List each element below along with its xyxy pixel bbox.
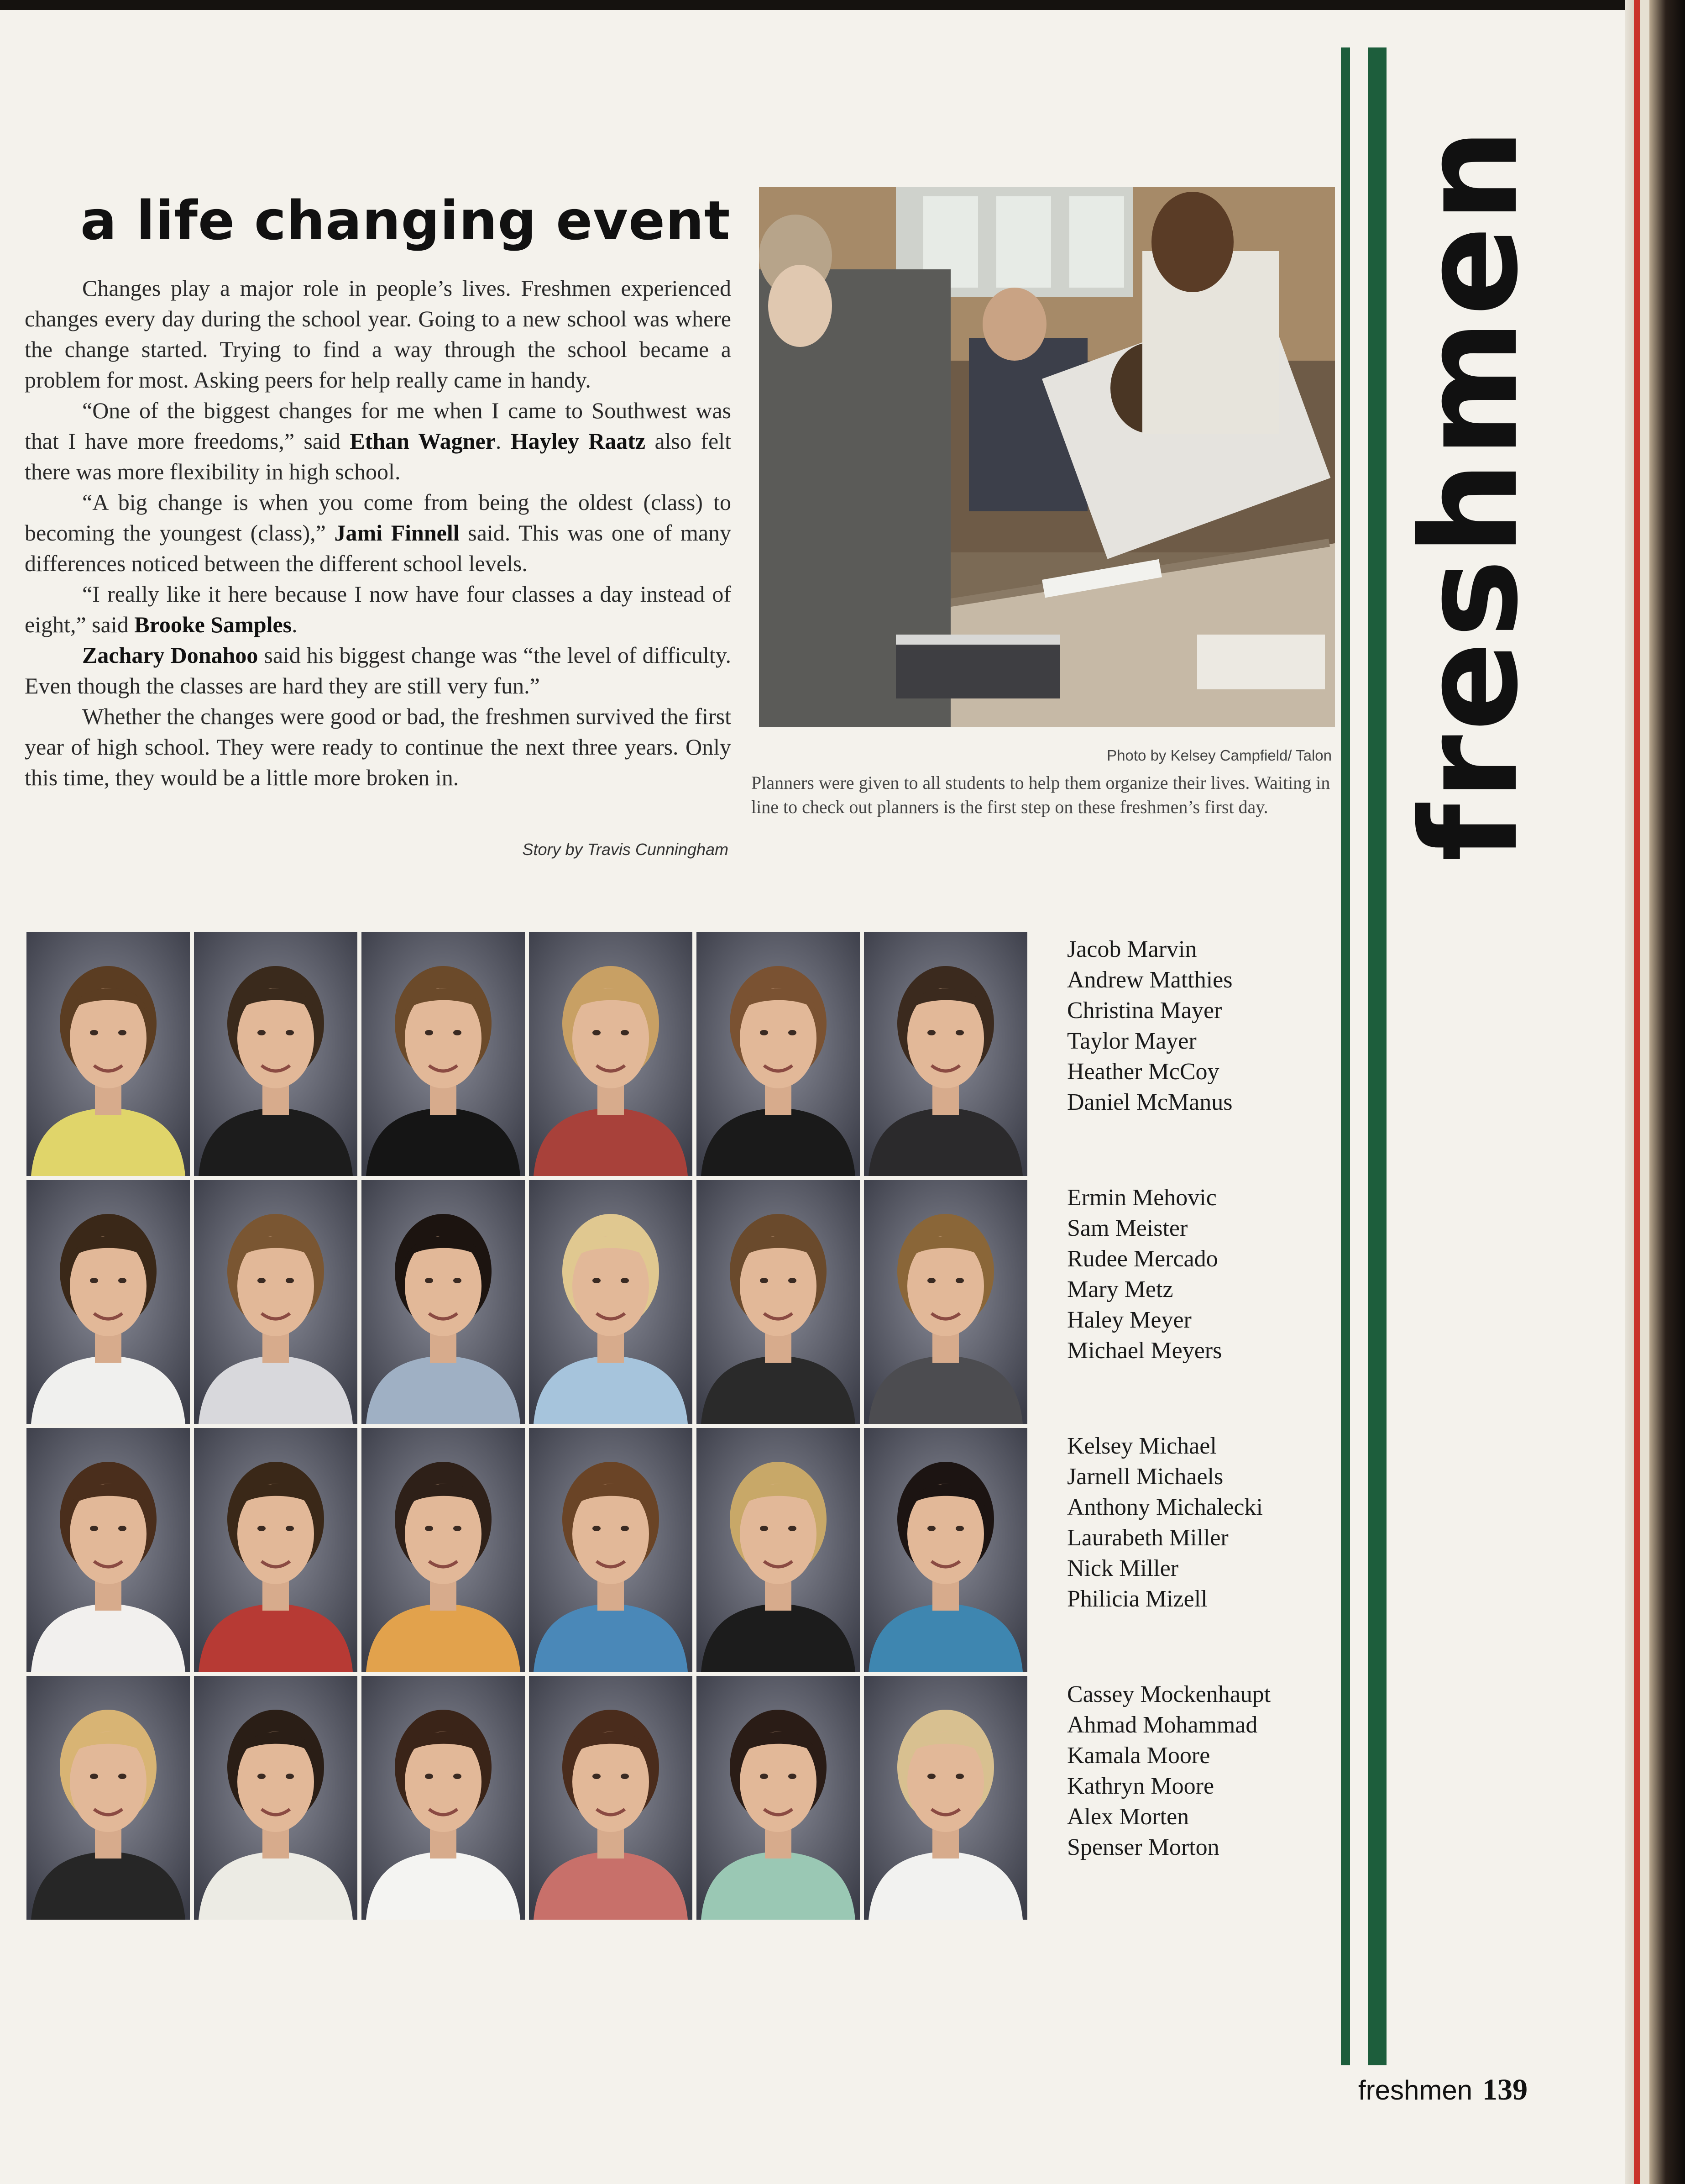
portrait-name-list bbox=[1067, 1431, 1350, 1614]
portrait-photo bbox=[864, 932, 1027, 1176]
book-spine-edge bbox=[1625, 0, 1685, 2184]
story-paragraph: Whether the changes were good or bad, the freshmen survived the first year of high school. They were ready to continue the next three years. Only this time, they would be a little more broken in. bbox=[25, 704, 731, 790]
portrait-photo bbox=[529, 932, 692, 1176]
green-rule-right bbox=[1368, 47, 1387, 2065]
student-portrait bbox=[26, 1180, 190, 1424]
story-text: said. This was one of many differences noticed between the different school levels. bbox=[25, 520, 732, 576]
student-name-item: Nick Miller bbox=[1067, 1555, 1179, 1581]
story-text: “I really like it here because I now have four classes a day instead of eight,” said bbox=[25, 581, 731, 637]
feature-photo bbox=[759, 187, 1335, 727]
student-name-item: Laurabeth Miller bbox=[1067, 1525, 1229, 1551]
portrait-photo bbox=[529, 1428, 692, 1672]
student-portrait bbox=[194, 1428, 357, 1672]
portrait-photo bbox=[194, 1676, 357, 1920]
story-text: . bbox=[292, 612, 298, 637]
portrait-row bbox=[26, 932, 1036, 1176]
student-name-item: Kelsey Michael bbox=[1067, 1433, 1217, 1459]
portrait-photo bbox=[26, 1180, 190, 1424]
portrait-photo bbox=[194, 932, 357, 1176]
student-portrait bbox=[26, 1428, 190, 1672]
student-name-item: Jacob Marvin bbox=[1067, 936, 1197, 962]
student-portrait bbox=[864, 932, 1027, 1176]
photo-credit: Photo by Kelsey Campfield/ Talon bbox=[1107, 747, 1332, 764]
student-name-item: Daniel McManus bbox=[1067, 1089, 1233, 1115]
portrait-photo bbox=[696, 1676, 860, 1920]
student-portrait bbox=[864, 1676, 1027, 1920]
story-text: “One of the biggest changes for me when I came to Southwest was that I have more freedoms,” said bbox=[25, 398, 731, 454]
student-name: Jami Finnell bbox=[334, 520, 460, 546]
student-portrait bbox=[696, 932, 860, 1176]
student-name-item: Taylor Mayer bbox=[1067, 1028, 1197, 1054]
portrait-row bbox=[26, 1428, 1036, 1672]
student-portrait bbox=[361, 932, 525, 1176]
student-name-item: Jarnell Michaels bbox=[1067, 1464, 1224, 1490]
student-name-item: Christina Mayer bbox=[1067, 997, 1222, 1024]
portrait-photo bbox=[864, 1428, 1027, 1672]
student-portrait bbox=[864, 1180, 1027, 1424]
portrait-photo bbox=[361, 1180, 525, 1424]
portrait-photo bbox=[26, 1428, 190, 1672]
student-portrait bbox=[529, 1180, 692, 1424]
student-name-item: Alex Morten bbox=[1067, 1804, 1189, 1830]
student-portrait bbox=[696, 1180, 860, 1424]
student-name-item: Rudee Mercado bbox=[1067, 1246, 1218, 1272]
student-portrait bbox=[26, 1676, 190, 1920]
portrait-photo bbox=[529, 1676, 692, 1920]
student-portrait bbox=[194, 932, 357, 1176]
student-portrait bbox=[361, 1428, 525, 1672]
portrait-photo bbox=[194, 1180, 357, 1424]
story-paragraph: Changes play a major role in people’s lives. Freshmen experienced changes every day during the school year. Going to a new school was where the change started. Trying to find a way through the school became a problem for most. Asking peers for help really came in handy. bbox=[25, 275, 731, 393]
student-name-item: Michael Meyers bbox=[1067, 1338, 1222, 1364]
student-portrait bbox=[194, 1180, 357, 1424]
story-paragraph bbox=[25, 395, 731, 487]
portrait-photo bbox=[696, 932, 860, 1176]
student-portrait bbox=[696, 1428, 860, 1672]
student-portrait bbox=[361, 1676, 525, 1920]
story-body bbox=[25, 273, 731, 793]
student-name-item: Anthony Michalecki bbox=[1067, 1494, 1263, 1520]
student-portrait bbox=[194, 1676, 357, 1920]
story-paragraph bbox=[25, 579, 731, 640]
student-portrait bbox=[529, 1428, 692, 1672]
portrait-photo bbox=[26, 1676, 190, 1920]
portrait-name-list bbox=[1067, 1679, 1350, 1863]
story-text: said his biggest change was “the level of difficulty. Even though the classes are hard they are still very fun.” bbox=[25, 642, 731, 698]
student-name: Ethan Wagner bbox=[350, 428, 496, 454]
student-name-item: Spenser Morton bbox=[1067, 1834, 1219, 1860]
portrait-photo bbox=[696, 1428, 860, 1672]
student-name: Brooke Samples bbox=[134, 612, 292, 637]
student-name-item: Kathryn Moore bbox=[1067, 1773, 1214, 1799]
story-text: . bbox=[495, 428, 511, 454]
student-name-item: Heather McCoy bbox=[1067, 1059, 1219, 1085]
portrait-name-list bbox=[1067, 1182, 1350, 1366]
student-portrait bbox=[26, 932, 190, 1176]
student-name-item: Mary Metz bbox=[1067, 1276, 1173, 1302]
section-title-vertical bbox=[1393, 59, 1548, 927]
story-paragraph bbox=[25, 640, 731, 701]
section-title-text: freshmen bbox=[1393, 124, 1548, 862]
student-portrait bbox=[864, 1428, 1027, 1672]
student-name: Hayley Raatz bbox=[510, 428, 646, 454]
student-portrait bbox=[361, 1180, 525, 1424]
student-name-item: Philicia Mizell bbox=[1067, 1586, 1208, 1612]
student-name-item: Cassey Mockenhaupt bbox=[1067, 1681, 1271, 1707]
portrait-photo bbox=[361, 1676, 525, 1920]
student-portrait bbox=[529, 932, 692, 1176]
student-name-item: Ermin Mehovic bbox=[1067, 1185, 1217, 1211]
portrait-photo bbox=[26, 932, 190, 1176]
student-name-item: Sam Meister bbox=[1067, 1215, 1188, 1241]
student-name-item: Ahmad Mohammad bbox=[1067, 1712, 1258, 1738]
page-folio bbox=[1358, 2073, 1528, 2107]
story-text: also felt there was more flexibility in high school. bbox=[25, 428, 731, 484]
portrait-photo bbox=[361, 932, 525, 1176]
story-paragraph bbox=[25, 487, 731, 579]
page-number: 139 bbox=[1482, 2073, 1528, 2106]
portrait-photo bbox=[864, 1676, 1027, 1920]
portrait-photo bbox=[529, 1180, 692, 1424]
photo-illustration bbox=[759, 187, 1335, 727]
student-name-item: Haley Meyer bbox=[1067, 1307, 1192, 1333]
student-portrait bbox=[696, 1676, 860, 1920]
portrait-photo bbox=[696, 1180, 860, 1424]
student-portrait bbox=[529, 1676, 692, 1920]
page-headline: a life changing event bbox=[80, 189, 731, 252]
photo-caption: Planners were given to all students to help them organize their lives. Waiting in line to check out planners is the first step on these freshmen’s first day. bbox=[751, 772, 1330, 817]
scan-top-edge bbox=[0, 0, 1685, 10]
folio-section: freshmen bbox=[1358, 2075, 1473, 2105]
story-byline: Story by Travis Cunningham bbox=[522, 840, 728, 859]
portrait-name-list bbox=[1067, 934, 1350, 1118]
student-name: Zachary Donahoo bbox=[82, 642, 258, 668]
portrait-photo bbox=[361, 1428, 525, 1672]
portrait-photo bbox=[194, 1428, 357, 1672]
portrait-photo bbox=[864, 1180, 1027, 1424]
story-text: “A big change is when you come from being the oldest (class) to becoming the youngest (class),” bbox=[25, 489, 731, 546]
portrait-row bbox=[26, 1676, 1036, 1920]
portrait-row bbox=[26, 1180, 1036, 1424]
student-name-item: Andrew Matthies bbox=[1067, 967, 1233, 993]
student-name-item: Kamala Moore bbox=[1067, 1743, 1210, 1769]
portrait-grid bbox=[26, 932, 1036, 1924]
